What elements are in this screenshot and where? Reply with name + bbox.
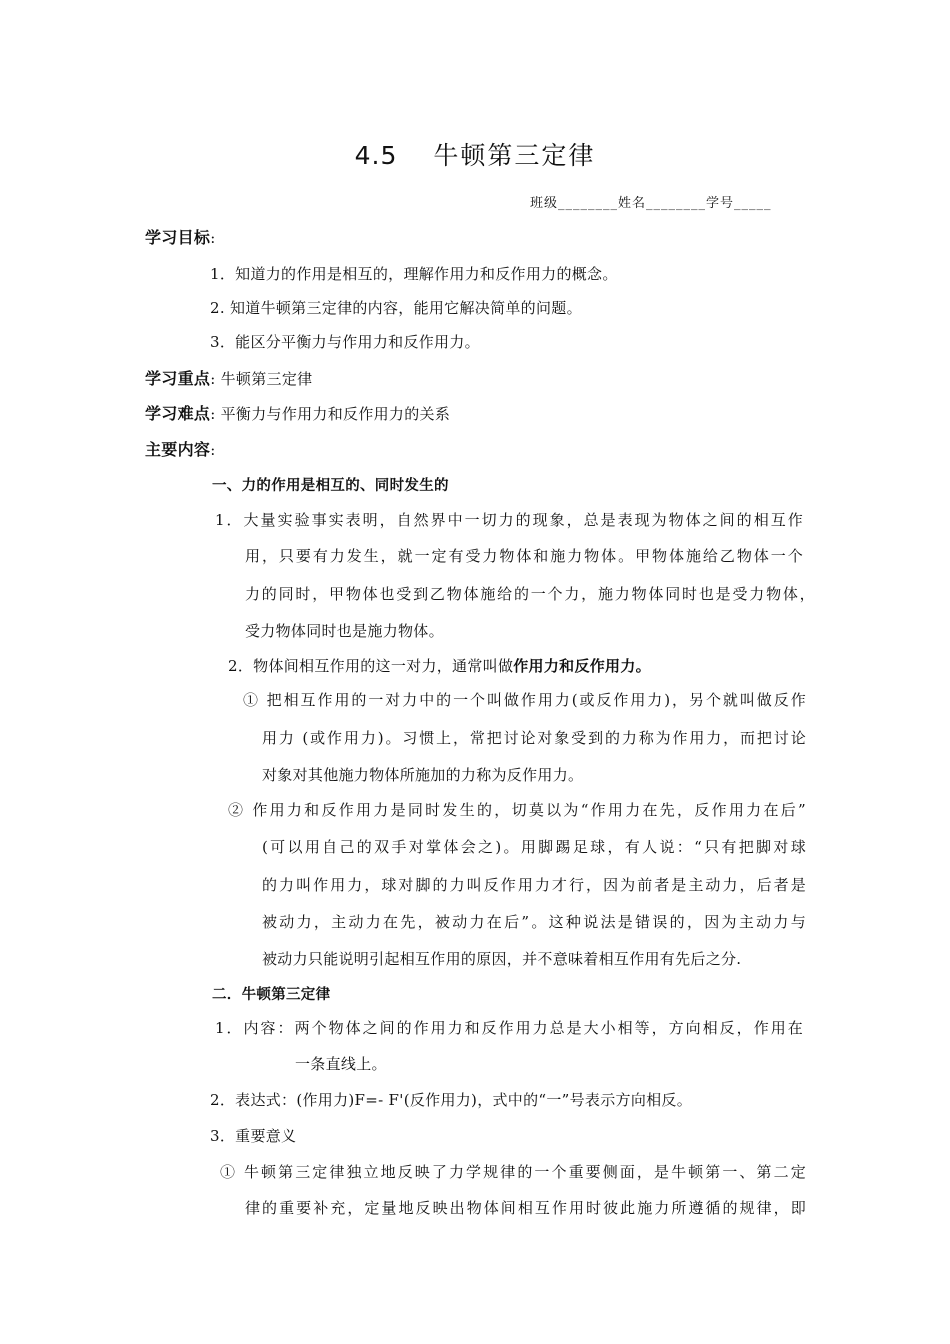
paragraph-2-text: 2．物体间相互作用的这一对力，通常叫做 [228, 657, 514, 675]
paragraph-line: 被动力只能说明引起相互作用的原因，并不意味着相互作用有先后之分. [262, 950, 742, 968]
goal-item: 2. 知道牛顿第三定律的内容，能用它解决简单的问题。 [210, 299, 582, 317]
goals-heading [145, 228, 216, 248]
paragraph-line: ① 牛顿第三定律独立地反映了力学规律的一个重要侧面，是牛顿第一、第二定 [220, 1163, 806, 1181]
paragraph-line: 力的同时，甲物体也受到乙物体施给的一个力，施力物体同时也是受力物体， [245, 585, 815, 603]
paragraph-line: 1．内容：两个物体之间的作用力和反作用力总是大小相等，方向相反，作用在 [215, 1019, 803, 1037]
title-number: 4.5 [354, 141, 398, 170]
paragraph-2-emphasis: 作用力和反作用力。 [513, 657, 651, 675]
paragraph-line: 被动力，主动力在先，被动力在后”。这种说法是错误的，因为主动力与 [262, 913, 806, 931]
goal-item: 3．能区分平衡力与作用力和反作用力。 [210, 333, 480, 351]
expression-line: 2．表达式：(作用力)F=- F'(反作用力)，式中的“一”号表示方向相反。 [210, 1091, 693, 1109]
difficulty-text: : 平衡力与作用力和反作用力的关系 [210, 405, 451, 423]
main-content-colon: : [210, 441, 216, 459]
paragraph-line: ① 把相互作用的一对力中的一个叫做作用力(或反作用力)，另个就叫做反作 [243, 691, 806, 709]
section-1-heading: 一、力的作用是相互的、同时发生的 [212, 478, 449, 494]
goal-item: 1．知道力的作用是相互的，理解作用力和反作用力的概念。 [210, 265, 618, 283]
paragraph-2 [228, 656, 651, 676]
paragraph-line: 用，只要有力发生，就一定有受力物体和施力物体。甲物体施给乙物体一个 [245, 547, 803, 565]
paragraph-line: 一条直线上。 [295, 1055, 387, 1073]
paragraph-line: 用力 (或作用力)。习惯上，常把讨论对象受到的力称为作用力，而把讨论 [262, 729, 806, 747]
paragraph-line: 对象对其他施力物体所施加的力称为反作用力。 [262, 766, 584, 784]
goals-label: 学习目标 [145, 228, 211, 247]
difficulty-label: 学习难点 [145, 404, 211, 423]
meaning-title: 3．重要意义 [210, 1127, 297, 1145]
main-content-heading [145, 440, 216, 460]
student-info-line: 班级________姓名________学号_____ [530, 196, 772, 211]
title-text: 牛顿第三定律 [433, 141, 596, 170]
paragraph-line: (可以用自己的双手对掌体会之)。用脚踢足球，有人说：“只有把脚对球 [262, 838, 806, 856]
page-title [0, 136, 950, 172]
goals-colon: : [210, 229, 216, 247]
paragraph-line: 受力物体同时也是施力物体。 [245, 622, 444, 640]
main-content-label: 主要内容 [145, 440, 211, 459]
paragraph-line: ② 作用力和反作用力是同时发生的，切莫以为“作用力在先，反作用力在后” [228, 801, 806, 819]
key-point-label: 学习重点 [145, 369, 211, 388]
paragraph-line: 律的重要补充，定量地反映出物体间相互作用时彼此施力所遵循的规律，即 [245, 1199, 806, 1217]
key-point-text: : 牛顿第三定律 [210, 370, 313, 388]
paragraph-line: 1．大量实验事实表明，自然界中一切力的现象，总是表现为物体之间的相互作 [215, 511, 803, 529]
difficulty [145, 404, 450, 424]
section-2-heading: 二．牛顿第三定律 [212, 987, 331, 1003]
key-point [145, 369, 312, 389]
paragraph-line: 的力叫作用力，球对脚的力叫反作用力才行，因为前者是主动力，后者是 [262, 876, 806, 894]
